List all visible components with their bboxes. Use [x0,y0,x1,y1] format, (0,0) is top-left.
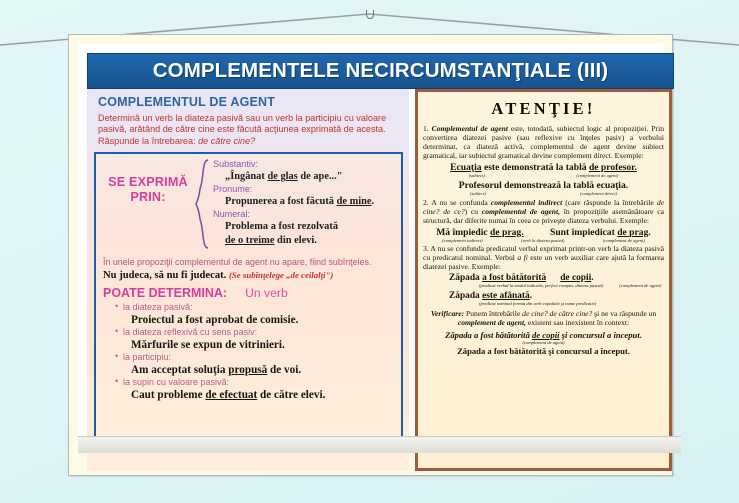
page-title: COMPLEMENTELE NECIRCUMSTANŢIALE (III) [152,59,609,82]
express-items [211,158,396,248]
ann-predicate-passive: (predicat verbal la modul indicativ, perfect compus, diateza pasivă) [479,283,604,289]
item2-number: 2. [423,197,429,207]
d2-post: de voi. [267,363,302,376]
determines-item-0-sentence [131,314,396,327]
determines-item-0-label: • la diateza pasivă: [123,302,396,314]
item1-number: 1. [423,124,429,133]
definition-question: de către cine? [198,135,256,146]
verif-question: de cine? de către cine? [522,309,593,319]
determines-label: POATE DETERMINA: [103,286,228,301]
curly-brace-icon [195,158,211,250]
poster-bottom-ledge [78,436,681,453]
verification-example-2: Zăpada a fost bătătorită şi concursul a început. [457,345,630,356]
item1-bold: Complementul de agent [431,124,508,133]
right-panel [415,89,672,471]
item2-example-left [436,227,523,238]
item2-ex-right-underline: de prag [617,226,649,238]
express-example-substantiv [225,170,396,183]
item2-ex-left-underline: de prag. [490,226,524,238]
d3-underline: de efectuat [205,388,258,401]
hanging-hook [366,10,374,19]
ann-passive-verb: (verb la diateza pasivă) [520,237,565,243]
attention-item-2 [423,198,664,225]
express-kind-numeral: Numeral: [213,209,250,220]
item1-example-2-annotations [423,191,664,196]
definition-text: Determină un verb la diateza pasivă sau un verb la participiu cu valoare pasivă, arătând de către cine este făcută acţiunea exprimată de acesta. Răspunde la întrebarea: [98,113,387,146]
item2-annotations [423,238,664,243]
list-item [101,377,396,402]
d0-pre: Proiectul a fost aprobat de comisie. [131,313,299,326]
d2-pre: Am acceptat soluţia [131,363,229,376]
express-example-numeral-line2 [225,234,396,247]
ex0-pre: „Îngânat [225,171,268,183]
express-example-numeral-line1: Problema a fost rezolvată [225,221,339,233]
item1-ex1-mid: este demonstrată la tablă [481,162,589,173]
ex0-post: de ape..." [297,171,343,183]
note-example-text: Nu judeca, să nu fi judecat. [103,270,227,282]
poster-board [68,34,673,476]
verification-label: Verificare: [430,309,465,319]
d3-pre: Caut probleme [131,388,206,401]
item1-ex1-subject: Ecuaţia [450,162,482,173]
v1-post: şi concursul a început. [559,329,642,340]
item2-bold-a: complementul indirect [490,197,563,207]
ann-nominal-predicate: (predicat nominal format din verb copulativ şi nume predicativ) [479,300,597,306]
ann-indirect-object: (complement indirect) [442,237,483,243]
express-label: SE EXPRIMĂ PRIN: [108,175,188,205]
item1-example-1-annotations [423,173,664,178]
left-blue-box [94,152,403,439]
item3-italic: a fi [517,253,528,263]
item2-examples [423,227,664,238]
ann-subject: (subiect) [468,173,485,178]
ex2-underline: de o treime [225,235,275,247]
determines-item-2-sentence [131,364,396,377]
item2-text-b: (care răspunde la întrebările [562,197,657,207]
zapada-example-2 [449,291,664,301]
express-example-pronume [225,195,396,208]
verif-bold: complement de agent, [457,318,526,328]
ex1-post: . [371,196,375,208]
item2-italic: de cine? de ce? [423,197,664,216]
verif-text-1: Punem întrebările [464,309,523,319]
item2-bold-b: complementul de agent, [481,206,561,216]
v1-underline: de copii [532,329,560,340]
determines-list [101,302,396,402]
z2-post: . [529,290,533,301]
attention-title: ATENŢIE! [491,99,596,118]
z2-subject: Zăpada [449,290,483,301]
left-panel-heading: COMPLEMENTUL DE AGENT [98,95,276,109]
express-row [101,158,396,250]
d2-underline: propusă [228,363,268,376]
item1-ex1-agent: de profesor. [588,162,637,173]
determines-item-1-label: • la diateza reflexivă cu sens pasiv: [123,327,396,339]
zapada-example-1: Zăpada a fost bătătorită de copii. [449,273,594,284]
v1-pre: Zăpada a fost bătătorită [445,329,533,340]
item2-example-right: Sunt împiedicat de prag. [550,226,651,238]
ann-agent-2: (complement de agent) [602,237,645,243]
verif-text-2: şi ne va răspunde un [592,309,657,319]
ann-subject-2: (subiect) [469,191,487,197]
poster-surface [78,44,663,453]
item2-text-a: A nu se confunda [428,197,491,207]
item3-number: 3. [423,244,429,254]
ex1-pre: Propunerea a fost făcută [225,196,337,208]
ann-direct-object: (complement direct) [580,191,617,197]
determines-row [103,286,396,300]
z2-predicate: este afânată [482,290,530,301]
z1-agent: de copii [560,273,592,284]
determines-item-3-label: • la supin cu valoare pasivă: [123,377,396,389]
d1-pre: Mărfurile se expun de vitrinieri. [131,338,285,351]
verification-example-1 [423,330,664,340]
ex2-post: din elevi. [274,235,317,247]
zapada-2-annotations [479,301,664,307]
ann-agent-3: (complement de agent) [619,283,662,289]
poster-title-bar [87,53,674,89]
left-panel [87,89,409,471]
express-kind-pronume: Pronume: [213,184,253,195]
express-kind-substantiv: Substantiv: [213,159,258,170]
ex0-underline: de glas [267,171,298,183]
determines-item-3-sentence [131,389,396,402]
left-panel-definition [98,113,401,147]
verif-text-3: existent sau inexistent în context: [525,318,630,328]
item2-text-c: ) cu [464,206,482,216]
item2-ex-right-pre: Sunt împiedicat [550,226,618,238]
item3-text-a: A nu se confunda predicatul verbal exprimat printr-un verb la diateza pasivă cu predicatul nominal. Verbul [423,244,664,263]
verification-annotation: (complement de agent) [522,339,565,345]
item2-ex-left-pre: Mă împiedic [436,226,491,238]
ann-agent: (complement de agent) [576,173,619,178]
content-columns [87,89,672,471]
zapada-1-annotations [479,283,664,289]
z1-subject: Zăpada [449,273,483,284]
d3-post: de către elevi. [257,388,326,401]
verification-block [423,309,664,327]
ex1-underline: de mine [336,196,372,208]
determines-item-2-label: • la participiu: [123,352,396,364]
item1-text: este, totodată, subiectul logic al propoziţiei. Prin convertirea diatezei pasive (sau reflexive cu înţeles pasiv) a verbului determinat, ca diateză activă, complementul de agent devine subiect gramatical, iar subiectul gramatical devine complement direct. Exemple: [423,124,664,160]
z1-predicate: a fost bătătorită [482,273,547,284]
left-note-example [103,270,396,281]
left-note: În unele propoziţii complementul de agent nu apare, fiind subînţeles. [103,257,372,268]
determines-value: Un verb [245,286,288,301]
list-item [101,327,396,352]
item2-text-d: în propoziţiile asemănătoare ca structură, dar diferite numai în ceea ce priveşte diateza verbului. Exemple: [423,206,664,225]
list-item [101,352,396,377]
note-example-paren: (Se subînţelege „de ceilalţi") [228,270,334,281]
item3-text-b: este un verb auxiliar care ajută la formarea diatezei pasive. Exemple: [423,253,664,272]
determines-item-1-sentence [131,339,396,352]
item1-example-1 [423,162,664,173]
attention-item-1 [423,124,664,160]
list-item [101,302,396,327]
attention-item-3 [423,244,664,271]
item1-example-2: Profesorul demonstrează la tablă ecuaţia. [458,180,629,192]
